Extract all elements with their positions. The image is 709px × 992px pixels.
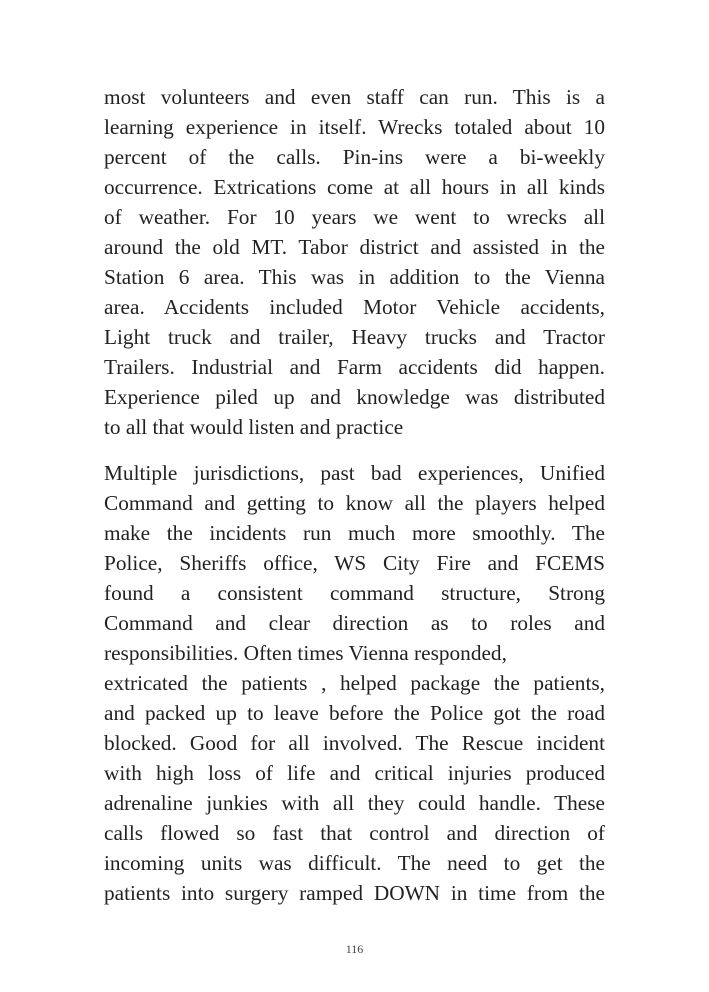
text-line: extricated the patients , helped package the patients,: [104, 671, 605, 695]
text-line: blocked. Good for all involved. The Rescue incident: [104, 731, 605, 755]
text-line: area. Accidents included Motor Vehicle accidents,: [104, 295, 605, 319]
text-line: percent of the calls. Pin-ins were a bi-weekly: [104, 145, 605, 169]
text-line: Police, Sheriffs office, WS City Fire and FCEMS: [104, 551, 605, 575]
page-number: 116: [345, 942, 364, 956]
text-line: adrenaline junkies with all they could handle. These: [104, 791, 605, 815]
text-line: most volunteers and even staff can run. This is a: [104, 85, 605, 109]
text-line: learning experience in itself. Wrecks totaled about 10: [104, 115, 605, 139]
text-line: of weather. For 10 years we went to wrecks all: [104, 205, 605, 229]
text-line: calls flowed so fast that control and direction of: [104, 821, 605, 845]
text-line: make the incidents run much more smoothly. The: [104, 521, 605, 545]
text-line: Command and getting to know all the players helped: [104, 491, 605, 515]
paragraph-2: [104, 458, 605, 908]
paragraph-1: [104, 82, 605, 442]
text-line: to all that would listen and practice: [104, 415, 404, 439]
page-body: [104, 82, 605, 908]
text-line: with high loss of life and critical injuries produced: [104, 761, 605, 785]
text-line: occurrence. Extrications come at all hours in all kinds: [104, 175, 605, 199]
text-line: Station 6 area. This was in addition to the Vienna: [104, 265, 605, 289]
text-line: incoming units was difficult. The need to get the: [104, 851, 605, 875]
text-line: patients into surgery ramped DOWN in time from the: [104, 881, 605, 905]
text-line: Experience piled up and knowledge was distributed: [104, 385, 605, 409]
paragraph-gap: [104, 442, 605, 458]
text-line: Command and clear direction as to roles and: [104, 611, 605, 635]
text-line: and packed up to leave before the Police got the road: [104, 701, 605, 725]
text-line: around the old MT. Tabor district and assisted in the: [104, 235, 605, 259]
text-line: responsibilities. Often times Vienna responded,: [104, 641, 507, 665]
text-line: found a consistent command structure, Strong: [104, 581, 605, 605]
text-line: Light truck and trailer, Heavy trucks and Tractor: [104, 325, 605, 349]
text-line: Trailers. Industrial and Farm accidents did happen.: [104, 355, 605, 379]
text-line: Multiple jurisdictions, past bad experiences, Unified: [104, 461, 605, 485]
